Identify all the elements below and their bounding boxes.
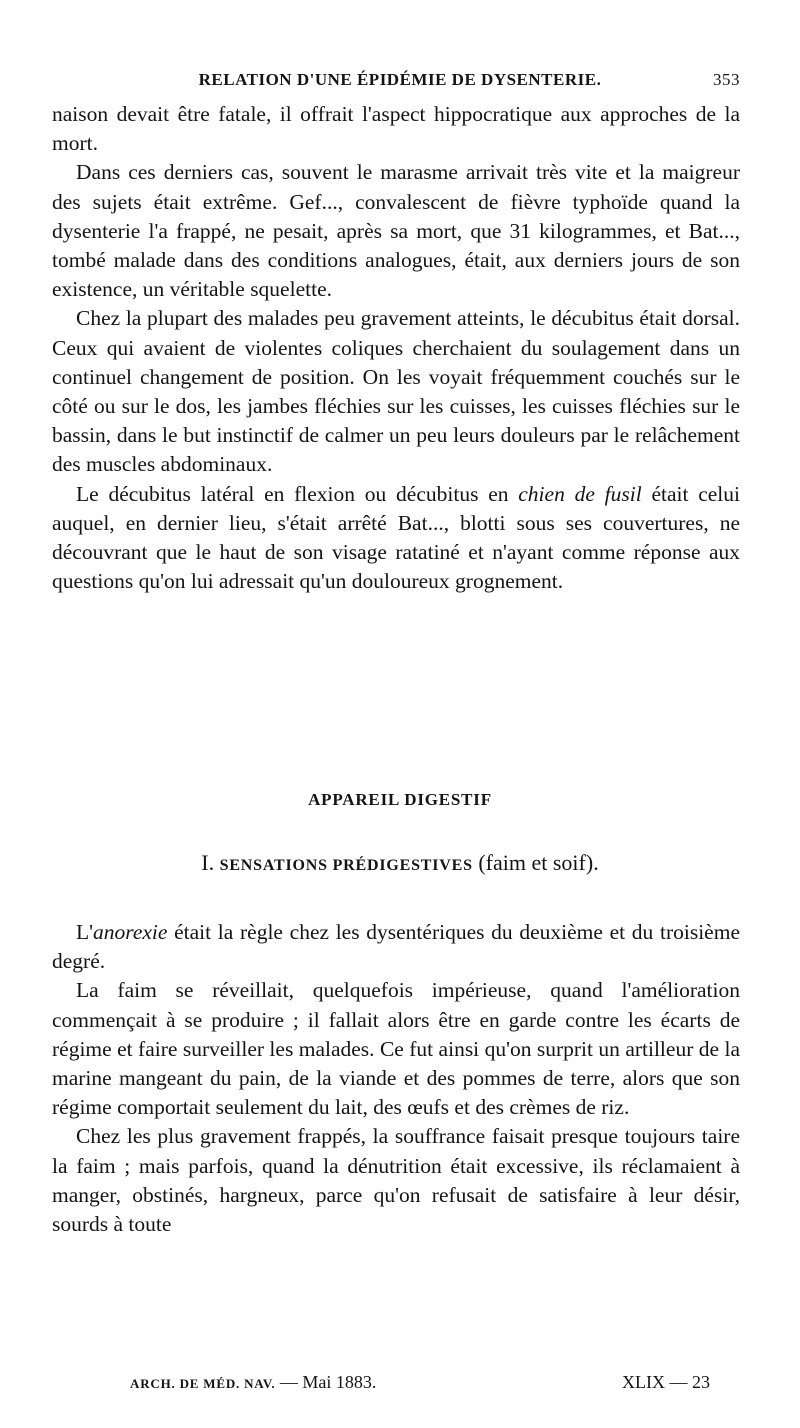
paragraph <box>52 918 740 976</box>
paragraph-text: L' <box>76 920 94 944</box>
subsection-heading <box>0 850 800 876</box>
footer-citation <box>130 1372 376 1393</box>
paragraph: Chez les plus gravement frappés, la souffrance faisait presque toujours taire la faim ; mais parfois, quand la dénutrition était excessive, ils réclamaient à manger, obstinés, hargneux, parce qu'on refusait de satisfaire à leur désir, sourds à toute <box>52 1124 740 1237</box>
paragraph: Chez la plupart des malades peu gravement atteints, le décubitus était dorsal. Ceux qui avaient de violentes coliques cherchaient du soulagement dans un continuel changement de position. On les voyait fréquemment couchés sur le côté ou sur le dos, les jambes fléchies sur les cuisses, les cuisses fléchies sur le bassin, dans le but instinctif de calmer un peu leurs douleurs par le relâchement des muscles abdominaux. <box>52 306 740 477</box>
subsection-title-rest: (faim et soif). <box>478 850 599 875</box>
paragraph <box>52 480 740 597</box>
paragraph-text: était la règle chez les dysentériques du deuxième et du troisième degré. <box>52 920 740 974</box>
section-heading: APPAREIL DIGESTIF <box>308 790 492 809</box>
paragraph: Dans ces derniers cas, souvent le marasme arrivait très vite et la maigreur des sujets était extrême. Gef..., convalescent de fièvre typhoïde quand la dysenterie l'a frappé, ne pesait, après sa mort, que 31 kilogrammes, et Bat..., tombé malade dans des conditions analogues, était, aux derniers jours de son existence, un véritable squelette. <box>52 160 740 302</box>
italic-term: anorexie <box>93 920 168 944</box>
paragraph: naison devait être fatale, il offrait l'aspect hippocratique aux approches de la mort. <box>52 102 740 156</box>
body-text-top <box>52 100 740 596</box>
subsection-title: SENSATIONS PRÉDIGESTIVES <box>219 857 473 874</box>
volume-signature: XLIX — 23 <box>622 1372 710 1392</box>
paragraph: La faim se réveillait, quelquefois impérieuse, quand l'amélioration commençait à se produire ; il fallait alors être en garde contre les écarts de régime et faire surveiller les malades. Ce fut ainsi qu'on surprit un artilleur de la marine mangeant du pain, de la viande et des pommes de terre, alors que son régime comportait seulement du lait, des œufs et des crèmes de riz. <box>52 978 740 1120</box>
subsection-number: I. <box>201 850 215 875</box>
running-title: RELATION D'UNE ÉPIDÉMIE DE DYSENTERIE. <box>198 70 602 89</box>
paragraph-text: Le décubitus latéral en flexion ou décubitus en <box>76 481 519 506</box>
paragraph-text: était celui auquel, en dernier lieu, s'était arrêté Bat..., blotti sous ses couvertures, ne découvrant que le haut de son visage ratatiné et n'ayant comme réponse aux questions qu'on lui adressait qu'un douloureux grognement. <box>52 481 740 594</box>
issue-date: Mai 1883. <box>302 1372 377 1392</box>
journal-name: ARCH. DE MÉD. NAV. <box>130 1376 276 1391</box>
body-text-bottom <box>52 918 740 1239</box>
running-head <box>60 70 740 94</box>
page-footer <box>130 1372 710 1398</box>
footer-dash: — <box>279 1372 298 1392</box>
page-number: 353 <box>713 70 740 89</box>
italic-term: chien de fusil <box>518 481 642 506</box>
